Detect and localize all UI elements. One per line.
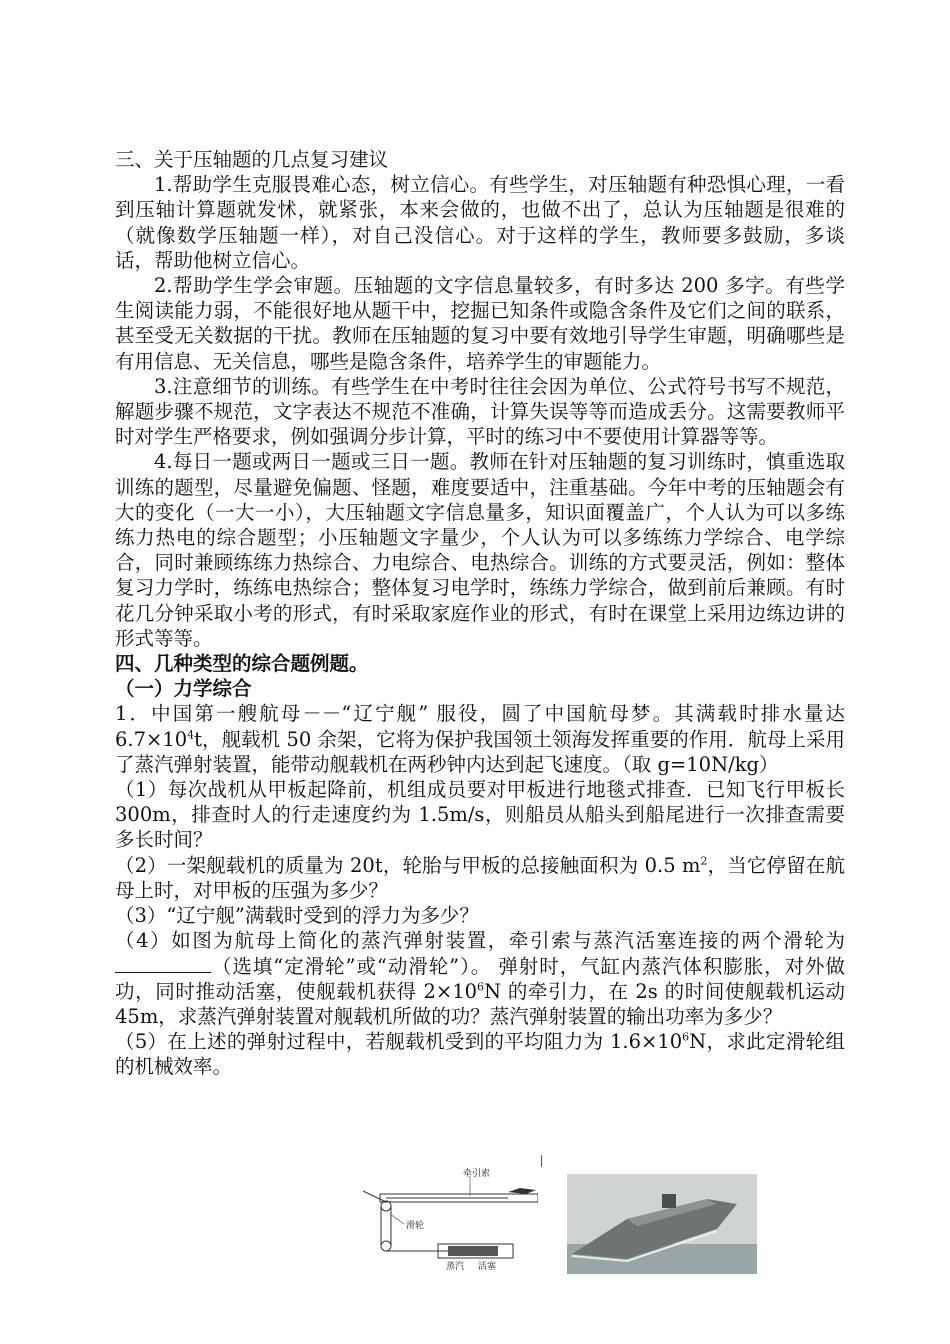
question-part-4-exponent: 6: [477, 980, 485, 994]
jet-icon: [508, 1188, 536, 1194]
label-steam: 蒸汽: [446, 1262, 465, 1271]
question-part-2-exponent: 2: [700, 854, 708, 868]
label-cable: 牵引索: [463, 1169, 491, 1179]
document-body: [115, 147, 845, 1080]
question-part-5: [115, 1029, 845, 1079]
question-intro-text-b: t，舰载机 50 余架，它将为保护我国领土领海发挥重要的作用．航母上采用了蒸汽弹射装置，能带动舰载机在两秒钟内达到起飞速度。（取 g=10N/kg）: [115, 727, 845, 776]
aircraft-carrier-photo: [567, 1174, 757, 1274]
question-intro-text-a: 1．中国第一艘航母－－“辽宁舰” 服役，圆了中国航母梦。其满载时排水量达 6.7×10: [115, 702, 845, 751]
question-part-1: （1）每次战机从甲板起降前，机组成员要对甲板进行地毯式排查．已知飞行甲板长 300m，排查时人的行走速度约为 1.5m/s，则船员从船头到船尾进行一次排查需要多长时间？: [115, 778, 845, 852]
steam-chamber: [448, 1246, 498, 1256]
question-intro: [115, 701, 845, 777]
question-part-2-text-b: ，当它停留在航母上时，对甲板的压强为多少？: [115, 853, 845, 902]
question-part-4-text-b: （选填“定滑轮”或“动滑轮”）。 弹射时，气缸内蒸汽体积膨胀，对外做功，同时推动活塞，使舰载机获得 2×10: [115, 954, 845, 1003]
question-part-5-text-a: （5）在上述的弹射过程中，若舰载机受到的平均阻力为 1.6×10: [115, 1030, 683, 1054]
paragraph-4: 4.每日一题或两日一题或三日一题。教师在针对压轴题的复习训练时，慎重选取训练的题型，尽量避免偏题、怪题，难度要适中，注重基础。今年中考的压轴题会有大的变化（一大一小），大压轴题文字信息量多，知识面覆盖广，个人认为可以多练练力热电的综合题型；小压轴题文字量少，个人认为可以多练练力学综合、电学综合，同时兼顾练练力热综合、力电综合、电热综合。训练的方式要灵活，例如：整体复习力学时，练练电热综合；整体复习电学时，练练力学综合，做到前后兼顾。有时花几分钟采取小考的形式，有时采取家庭作业的形式，有时在课堂上采用边练边讲的形式等等。: [115, 450, 845, 650]
subsection-mechanics: （一）力学综合: [115, 677, 252, 701]
paragraph-3: 3.注意细节的训练。有些学生在中考时往往会因为单位、公式符号书写不规范，解题步骤不规范，文字表达不规范不准确，计算失误等等而造成丢分。这需要教师平时对学生严格要求，例如强调分步计算，平时的练习中不要使用计算器等等。: [115, 374, 845, 449]
section-heading-4: 四、几种类型的综合题例题。: [115, 652, 369, 676]
catapult-diagram: [358, 1166, 538, 1271]
question-part-4: [115, 928, 845, 1029]
section-heading-3: 三、关于压轴题的几点复习建议: [115, 148, 389, 171]
label-piston: 活塞: [478, 1262, 497, 1271]
figures: [0, 1166, 950, 1276]
question-intro-exponent: 4: [187, 728, 195, 742]
question-part-5-exponent: 6: [682, 1030, 690, 1044]
pulley-bottom-icon: [381, 1241, 391, 1251]
question-part-2: [115, 853, 845, 903]
paragraph-1: 1.帮助学生克服畏难心态，树立信心。有些学生，对压轴题有种恐惧心理，一看到压轴计算题就发怵，就紧张，本来会做的，也做不出了，总认为压轴题是很难的（就像数学压轴题一样），对自己没信心。对于这样的学生，教师要多鼓励，多谈话，帮助他树立信心。: [115, 173, 845, 272]
label-pulley: 滑轮: [406, 1221, 425, 1231]
question-part-4-text-c: N 的牵引力，在 2s 的时间使舰载机运动 45m，求蒸汽弹射装置对舰载机所做的功？蒸汽弹射装置的输出功率为多少？: [115, 979, 845, 1028]
question-part-2-text-a: （2）一架舰载机的质量为 20t，轮胎与甲板的总接触面积为 0.5 m: [115, 853, 701, 877]
question-part-3: （3）“辽宁舰”满载时受到的浮力为多少？: [115, 904, 479, 928]
question-part-4-text-a: （4）如图为航母上简化的蒸汽弹射装置，牵引索与蒸汽活塞连接的两个滑轮为: [115, 929, 845, 953]
paragraph-2: 2.帮助学生学会审题。压轴题的文字信息量较多，有时多达 200 多字。有些学生阅读能力弱，不能很好地从题干中，挖掘已知条件或隐含条件及它们之间的联系，甚至受无关数据的干扰。教师在压轴题的复习中要有效地引导学生审题，明确哪些是有用信息、无关信息，哪些是隐含条件，培养学生的审题能力。: [115, 274, 845, 373]
answer-blank[interactable]: [115, 954, 211, 973]
question-part-5-text-b: N，求此定滑轮组的机械效率。: [115, 1030, 845, 1079]
